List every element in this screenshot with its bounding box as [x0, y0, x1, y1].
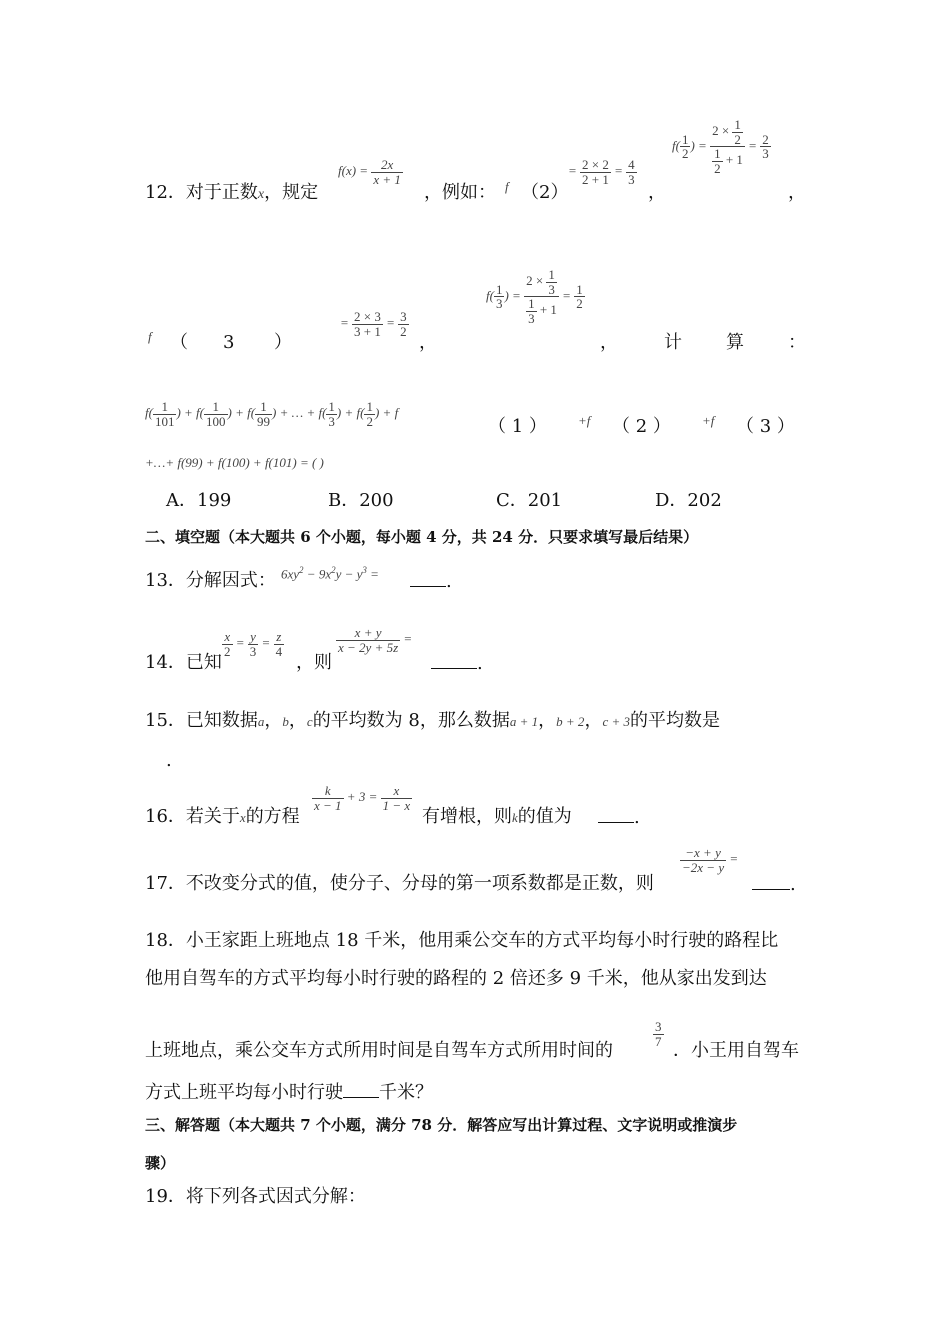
q15-dot: . [166, 750, 172, 771]
q12-rule-formula: f(x) = $\frac{2x}{x + 1}$ [338, 157, 401, 187]
q12-f3-open: （ [170, 332, 188, 353]
q12-comma-3: ， [419, 332, 437, 353]
q12-f-half: f( $\frac{1}{2}$ ) = 2 × $\frac{1}{2}$ $\frac{1}{2}$ + 1 = $\frac{2}{3}$ [672, 117, 769, 176]
q18-line-1: 18．小王家距上班地点 18 千米，他用乘公交车的方式平均每小时行驶的路程比 [145, 930, 779, 951]
option-d[interactable]: D．202 [655, 490, 722, 511]
q19-text: 19．将下列各式因式分解： [145, 1186, 366, 1207]
q17-blank[interactable] [752, 875, 790, 890]
q14-answer[interactable]: . [431, 654, 483, 673]
q14-text: 14．已知 [145, 652, 222, 673]
q12-sum-f3: （ 3 ） [736, 416, 795, 437]
q12-f2-value: = $\frac{2 \times 2}{2 + 1}$ = $\frac{4}{3}$ [568, 157, 635, 187]
q14-blank[interactable] [431, 654, 477, 669]
q14-condition: $\frac{x}{2}$ = $\frac{y}{3}$ = $\frac{z}{4}$ [224, 629, 283, 659]
q18-fraction: $\frac{3}{7}$ [655, 1019, 662, 1049]
q12-colon: ： [788, 332, 806, 353]
q12-plus-f-3: +f [702, 413, 715, 428]
q18-line-2: 他用自驾车的方式平均每小时行驶的路程的 2 倍还多 9 千米，他从家出发到达 [145, 968, 767, 989]
q12-f3-close: ） [274, 332, 292, 353]
q12-f2-label: f [505, 179, 509, 194]
section-3-heading: 三、解答题（本大题共 7 个小题，满分 78 分．解答应写出计算过程、文字说明或推演步 [145, 1116, 738, 1134]
option-a[interactable]: A．199 [166, 490, 232, 511]
q17-answer[interactable]: . [752, 875, 796, 894]
option-b[interactable]: B．200 [328, 490, 394, 511]
q12-comma-4: ， [600, 332, 618, 353]
q12-f3-label: f [148, 329, 152, 344]
q12-intro: 12．对于正数x，规定 [145, 182, 319, 203]
q12-f3-val: 3 [223, 332, 235, 353]
section-2-heading: 二、填空题（本大题共 6 个小题，每小题 4 分，共 24 分．只要求填写最后结果） [145, 528, 699, 546]
q13-text: 13．分解因式： [145, 570, 276, 591]
q12-comma-2: ， [788, 182, 806, 203]
q13-answer[interactable]: . [410, 572, 452, 591]
q18-line-4: 方式上班平均每小时行驶 千米？ [145, 1082, 433, 1103]
q12-sum-expression: f( $\frac{1}{101}$ ) + f( $\frac{1}{100}$ ) + f( $\frac{1}{99}$ ) + … + f( $\frac{1}{3}$ ) + f( $\frac{1}{2}$ ) + f [145, 399, 399, 429]
q16-rest: 有增根，则k的值为 [422, 806, 572, 827]
q12-sum-f1: （ 1 ） [488, 416, 547, 437]
option-c[interactable]: C．201 [496, 490, 563, 511]
q16-blank[interactable] [598, 808, 634, 823]
q13-expression: $6xy^2 - 9x^2y - y^3$ = [281, 565, 379, 582]
q13-blank[interactable] [410, 572, 446, 587]
q16-text: 16．若关于x的方程 [145, 806, 300, 827]
q12-sum-tail: +…+ f(99) + f(100) + f(101) = ( ) [145, 455, 324, 470]
q14-then: ，则 [296, 652, 332, 673]
q12-f3-value: = $\frac{2 \times 3}{3 + 1}$ = $\frac{3}{2}$ [340, 309, 407, 339]
q12-suan: 算 [726, 332, 744, 353]
q18-blank[interactable] [343, 1083, 379, 1098]
q12-example-label: ，例如： [424, 182, 496, 203]
q12-f-third: f( $\frac{1}{3}$ ) = 2 × $\frac{1}{3}$ $\frac{1}{3}$ + 1 = $\frac{1}{2}$ [486, 267, 583, 326]
section-3-heading-cont: 骤） [145, 1154, 176, 1172]
q17-text: 17．不改变分式的值，使分子、分母的第一项系数都是正数，则 [145, 873, 654, 894]
q16-answer[interactable]: . [598, 808, 640, 827]
q18-line-3-end: ．小王用自驾车 [673, 1040, 799, 1061]
q18-line-3: 上班地点，乘公交车方式所用时间是自驾车方式所用时间的 [145, 1040, 613, 1061]
q17-expression: $\frac{-x + y}{-2x - y}$ = [682, 845, 739, 875]
q12-sum-f2: （ 2 ） [612, 416, 671, 437]
q15-line: 15．已知数据a，b，c的平均数为 8，那么数据a + 1，b + 2，c + 3的平均数是 [145, 710, 720, 731]
q16-equation: $\frac{k}{x - 1}$ + 3 = $\frac{x}{1 - x}$ [314, 783, 411, 813]
q14-expression: $\frac{x + y}{x - 2y + 5z}$ = [338, 625, 413, 655]
q12-plus-f-2: +f [578, 413, 591, 428]
q12-ji: 计 [664, 332, 682, 353]
q12-comma-1: ， [648, 182, 666, 203]
q12-f2-arg: （2） [521, 182, 569, 203]
